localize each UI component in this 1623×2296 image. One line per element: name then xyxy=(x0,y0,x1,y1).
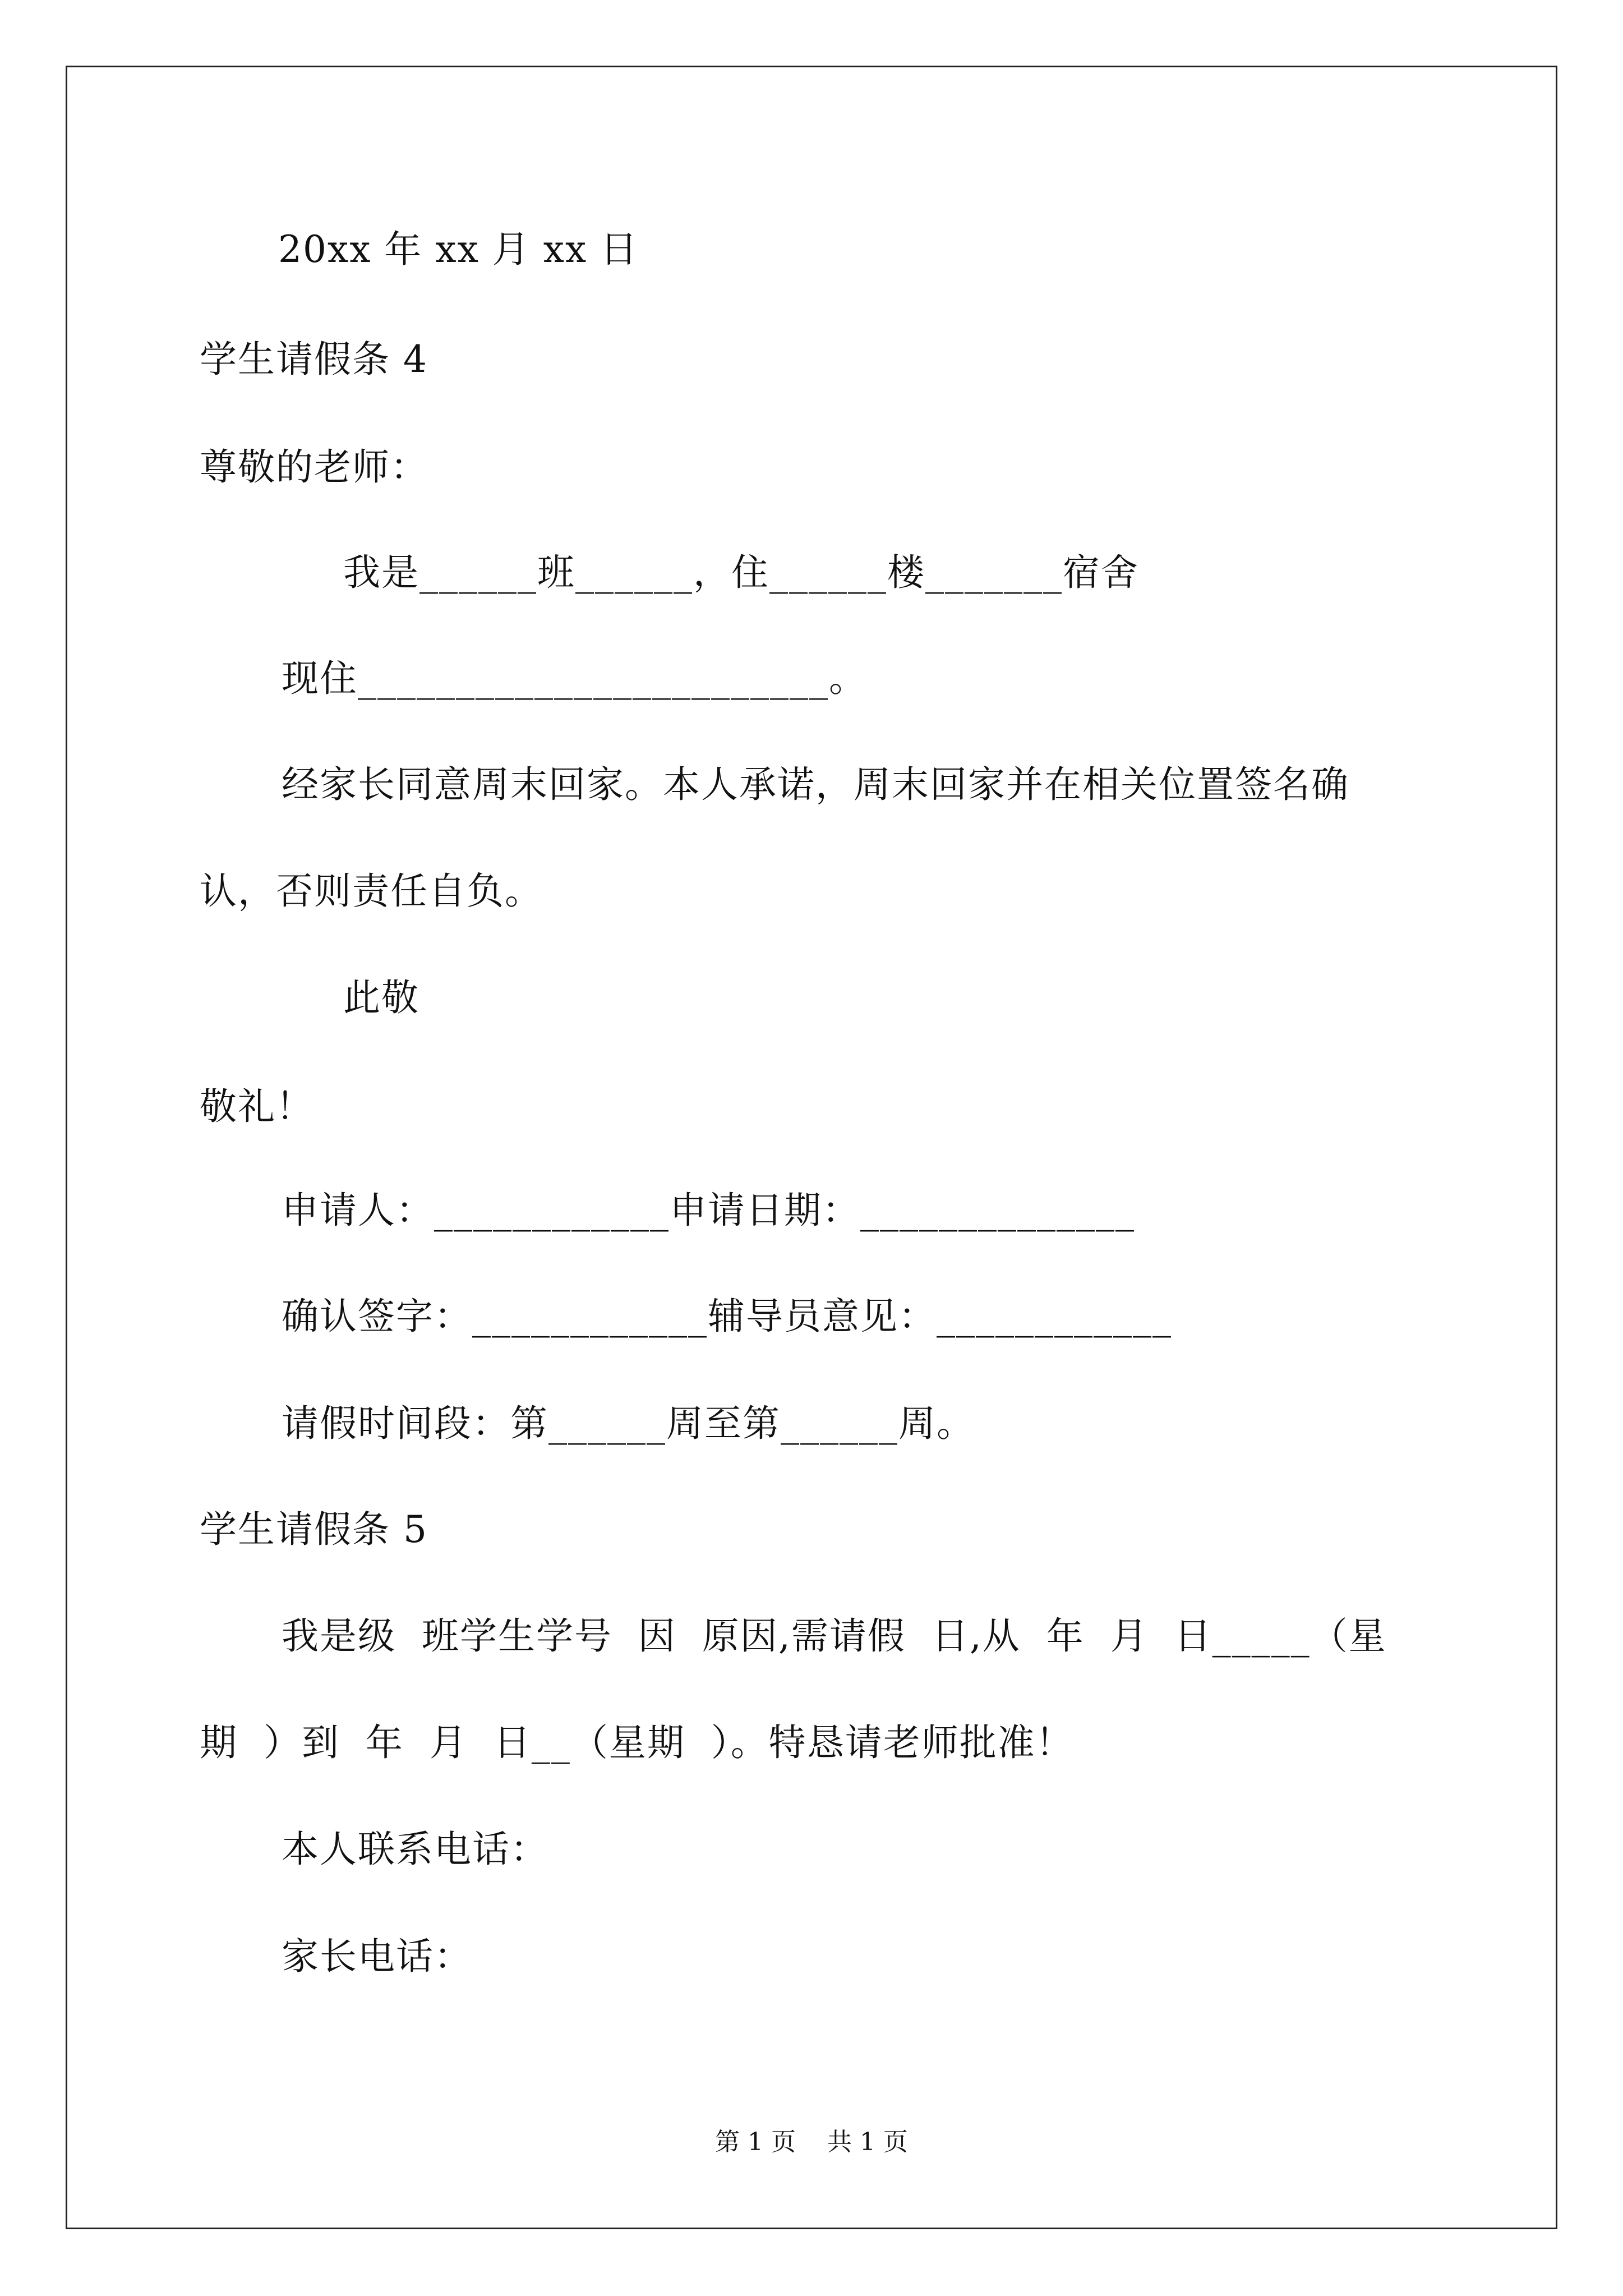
page-footer: 第 1 页 共 1 页 xyxy=(715,2128,908,2156)
leave-period-line: 请假时间段：第______周至第______周。 xyxy=(282,1402,975,1445)
closing-line-2: 敬礼！ xyxy=(200,1085,314,1128)
confirm-signature-line: 确认签字：____________辅导员意见：____________ xyxy=(282,1295,1172,1338)
identity-line: 我是______班______，住______楼_______宿舍 xyxy=(343,551,1139,594)
section-5-title: 学生请假条 5 xyxy=(200,1508,428,1551)
salutation: 尊敬的老师： xyxy=(200,445,428,489)
section-5-line-1: 我是级 班学生学号 因 原因,需请假 日,从 年 月 日_____（星 xyxy=(282,1614,1387,1658)
closing-line-1: 此敬 xyxy=(343,976,419,1019)
body-line-2: 认，否则责任自负。 xyxy=(200,869,543,913)
section-5-line-2: 期 ）到 年 月 日__（星期 ）。特恳请老师批准！ xyxy=(200,1721,1074,1764)
applicant-line: 申请人：____________申请日期：______________ xyxy=(282,1189,1135,1232)
body-line-1: 经家长同意周末回家。本人承诺，周末回家并在相关位置签名确 xyxy=(282,763,1349,806)
page-frame xyxy=(66,66,1557,2229)
self-phone-line: 本人联系电话： xyxy=(282,1828,548,1871)
date-line: 20xx 年 xx 月 xx 日 xyxy=(278,228,639,271)
section-4-title: 学生请假条 4 xyxy=(200,338,428,381)
parent-phone-line: 家长电话： xyxy=(282,1935,472,1978)
current-address-line: 现住________________________。 xyxy=(282,657,867,700)
